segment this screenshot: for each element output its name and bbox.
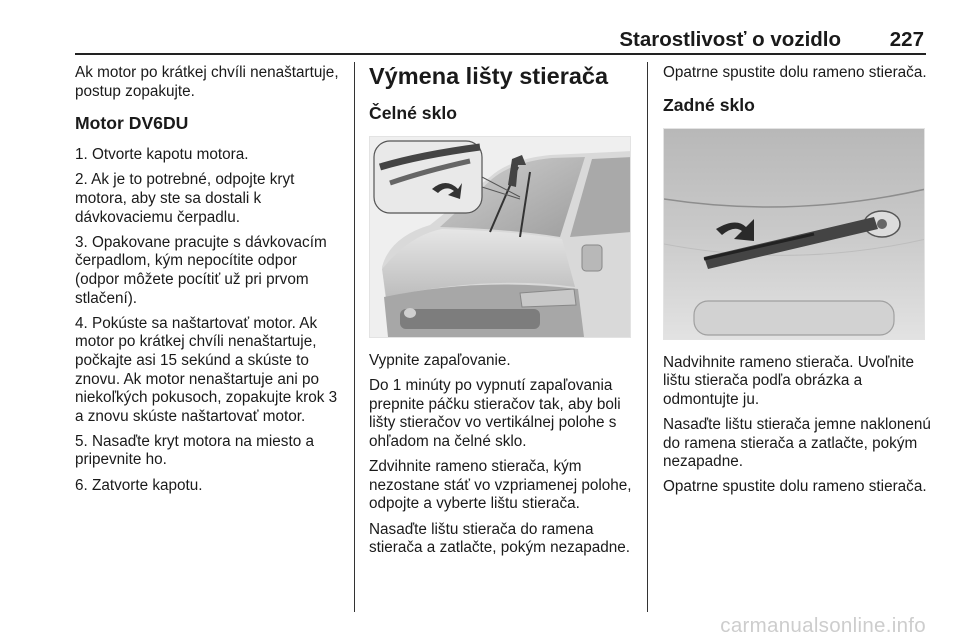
column-divider-1 — [354, 62, 355, 612]
column-divider-2 — [647, 62, 648, 612]
section-heading: Výmena lišty stierača — [369, 63, 609, 89]
paragraph-insert-rear-blade: Nasaďte lištu stierača jemne naklonenú do ramena stierača a zatlačte, pokým nezapadne. — [663, 415, 931, 471]
step-2: 2. Ak je to potrebné, odpojte kryt motora, aby ste sa dostali k dávkovaciemu čerpadlu. — [75, 171, 295, 226]
column-left — [75, 64, 345, 502]
watermark: carmanualsonline.info — [720, 614, 926, 637]
column-middle — [369, 64, 635, 564]
paragraph-ignition-off: Vypnite zapaľovanie. — [369, 352, 511, 369]
step-4: 4. Pokúste sa naštartovať motor. Ak motor po krátkej chvíli nenaštartuje, počkajte asi 15 sekúnd a skúste to znovu. Ak motor nenaštartuje ani po niekoľkých pokusoch, zopakujte krok 3 a znovu skúste naštartovať motor. — [75, 314, 338, 425]
paragraph-lower-rear-arm: Opatrne spustite dolu rameno stierača. — [663, 478, 927, 496]
paragraph-lift-rear-arm: Nadvihnite rameno stierača. Uvoľnite lištu stierača podľa obrázka a odmontujte ju. — [663, 353, 915, 408]
page-header — [75, 28, 926, 52]
subheading-front-glass: Čelné sklo — [369, 103, 458, 123]
paragraph-lift-arm: Zdvihnite rameno stierača, kým nezostane stáť vo vzpriamenej polohe, odpojte a vyberte lištu stierača. — [369, 458, 632, 513]
paragraph-insert-blade: Nasaďte lištu stierača do ramena stierača a zatlačte, pokým nezapadne. — [369, 520, 631, 557]
page-number: 227 — [889, 28, 924, 51]
step-5: 5. Nasaďte kryt motora na miesto a pripevnite ho. — [75, 432, 314, 469]
intro-paragraph: Ak motor po krátkej chvíli nenaštartuje, postup zopakujte. — [75, 64, 339, 100]
step-6: 6. Zatvorte kapotu. — [75, 476, 203, 494]
rear-wiper-illustration — [663, 128, 925, 340]
step-1: 1. Otvorte kapotu motora. — [75, 146, 249, 164]
subheading-rear-glass: Zadné sklo — [663, 94, 755, 115]
header-rule — [75, 53, 926, 55]
column-right — [663, 64, 931, 504]
step-3: 3. Opakovane pracujte s dávkovacím čerpadlom, kým nepocítite odpor (odpor môžete pocítiť už pri prvom stlačení). — [75, 233, 327, 307]
heading-motor-dv6du: Motor DV6DU — [75, 113, 189, 134]
front-wiper-illustration — [369, 136, 631, 338]
paragraph-switch-lever: Do 1 minúty po vypnutí zapaľovania prepnite páčku stieračov tak, aby boli lišty stieračov vo vertikálnej polohe s ohľadom na čelné sklo. — [369, 377, 621, 450]
intro-paragraph-lower-arm: Opatrne spustite dolu rameno stierača. — [663, 64, 927, 81]
section-title: Starostlivosť o vozidlo — [619, 28, 841, 51]
